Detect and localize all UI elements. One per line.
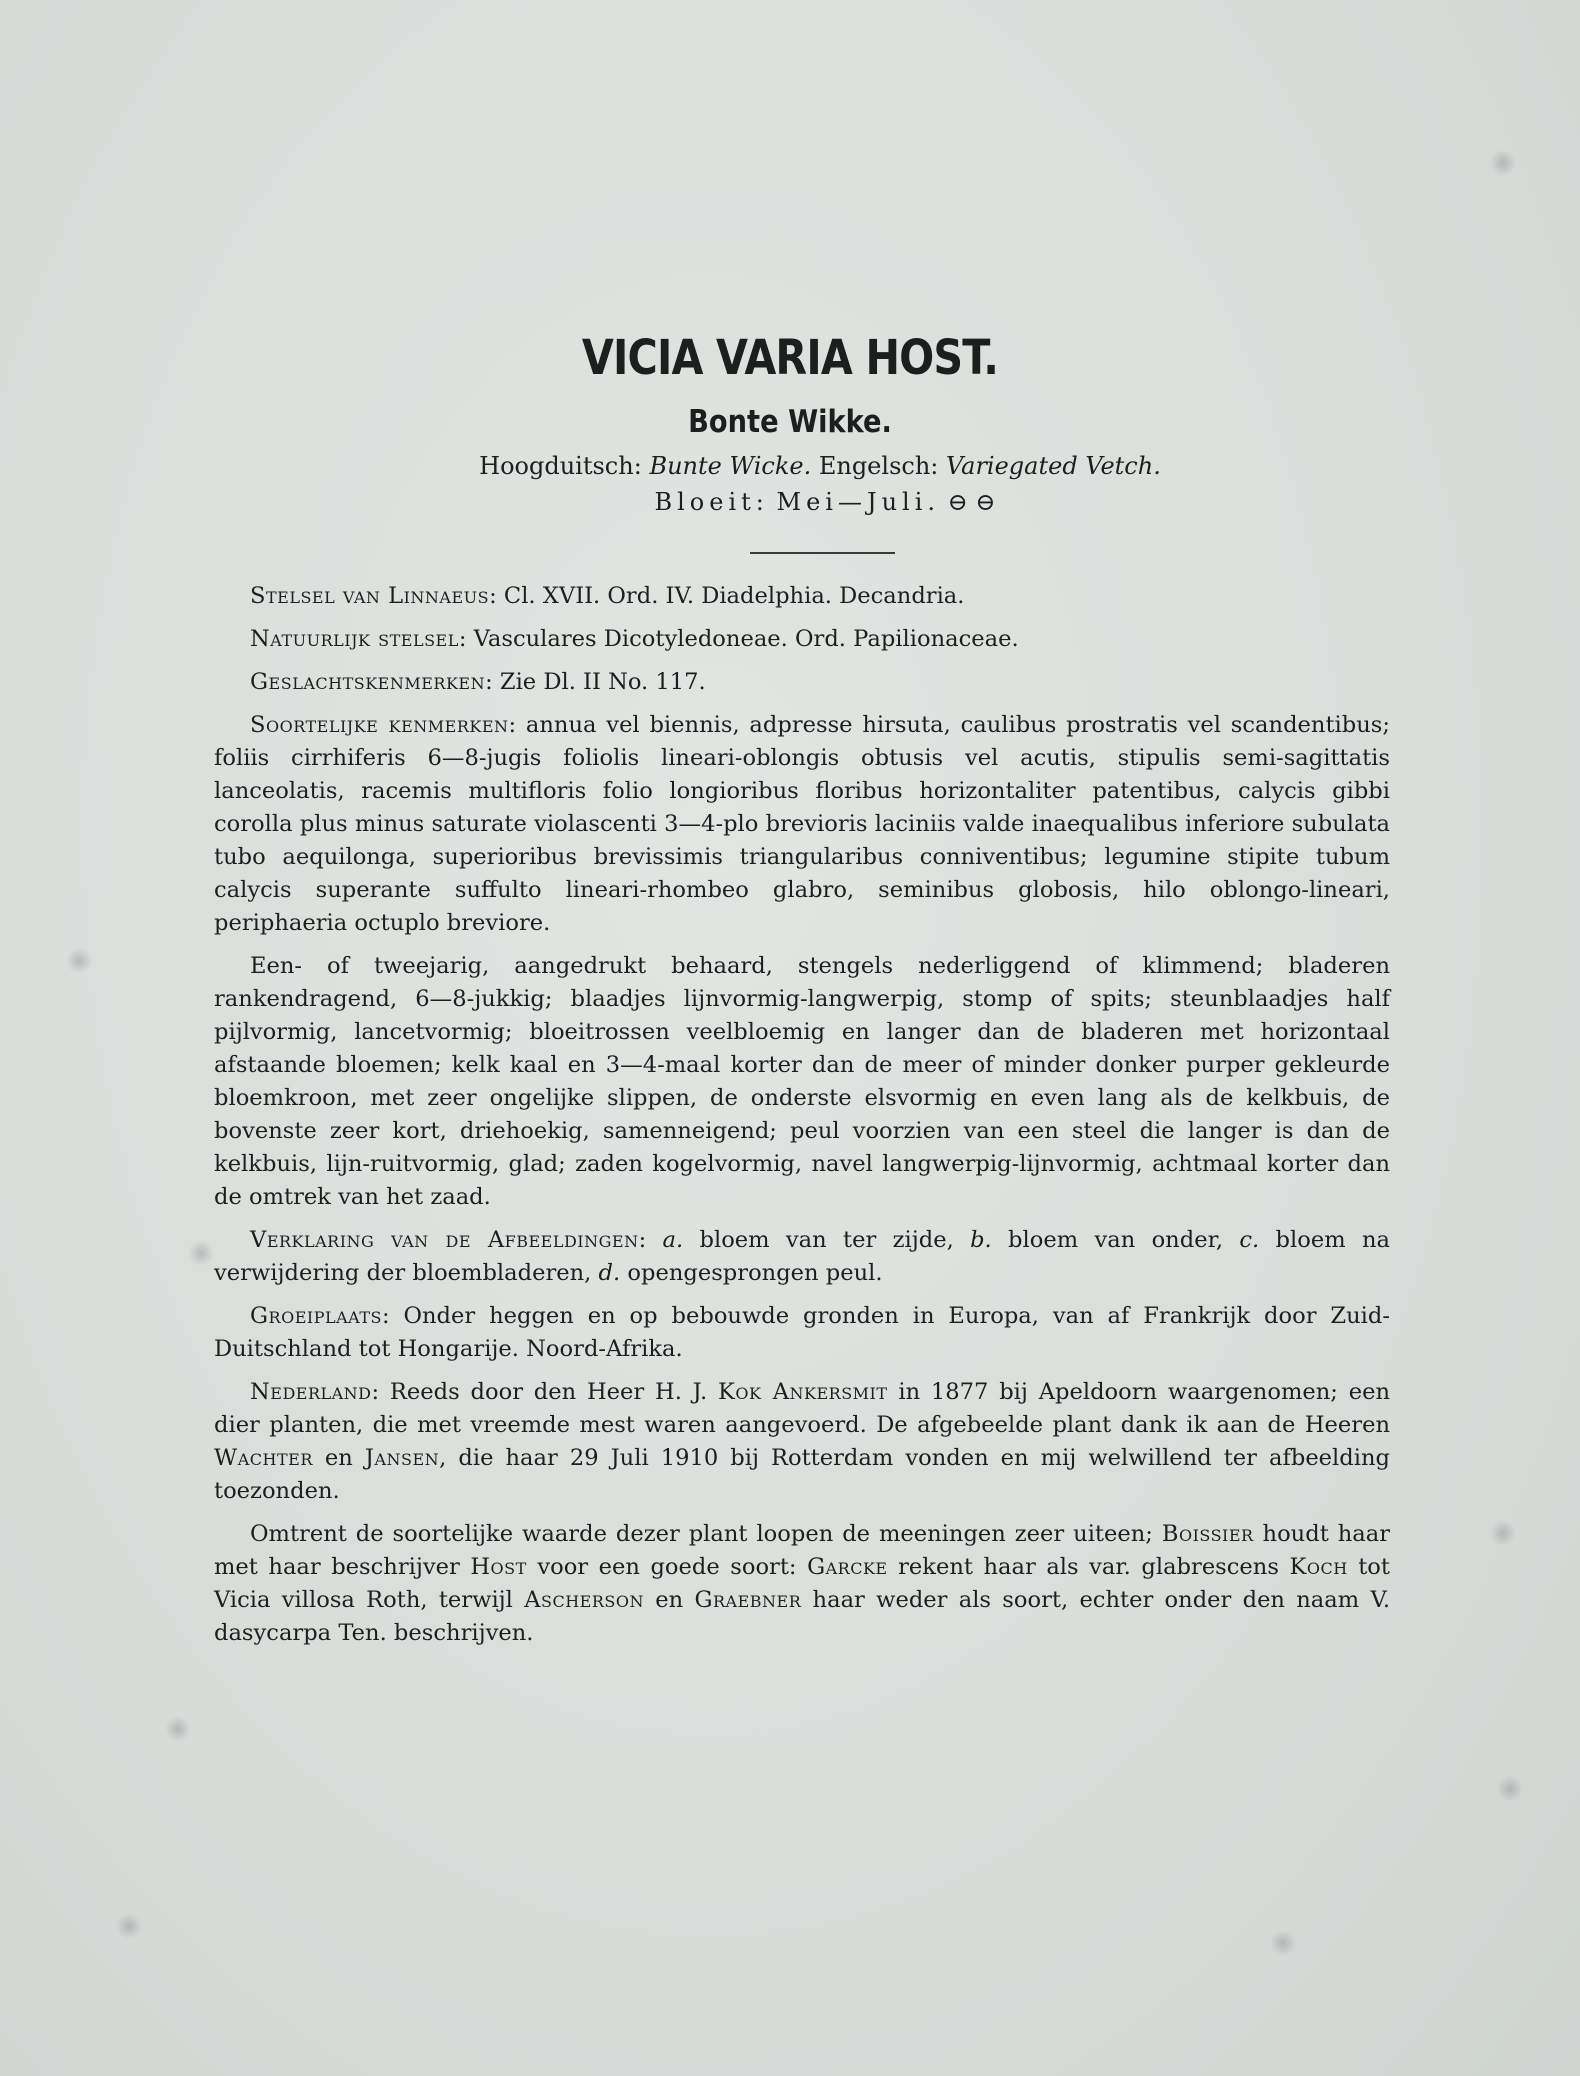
nederland-paragraph [214, 1376, 1390, 1508]
section-text: : Onder heggen en op bebouwde gronden in Europa, van af Frankrijk door Zuid-Duitschland tot Hongarije. Noord-Afrika. [214, 1303, 1390, 1362]
paper-spot [1490, 150, 1516, 176]
main-text [214, 580, 1390, 1660]
paper-spot [1497, 1776, 1523, 1802]
text-run: houdt haar met haar beschrijver [214, 1521, 1391, 1580]
section-text: : Vasculares Dicotyledoneae. Ord. Papilionaceae. [458, 626, 1019, 652]
paper-spot [165, 1716, 191, 1742]
groeiplaats-paragraph [214, 1300, 1390, 1366]
bloei-label: Bloeit: [654, 488, 769, 516]
section-label: Nederland [250, 1379, 372, 1405]
bloei-value: Mei—Juli. [776, 488, 941, 516]
figure-caption: bloem van ter zijde, [683, 1227, 971, 1253]
section-label: Groeiplaats [250, 1303, 382, 1329]
verklaring-paragraph [214, 1224, 1390, 1290]
figure-caption: bloem van onder, [991, 1227, 1240, 1253]
beschrijving-paragraph: Een- of tweejarig, aangedrukt behaard, stengels nederliggend of klimmend; bladeren rankendragend, 6—8-jukkig; blaadjes lijnvormig-langwerpig, stomp of spits; steunblaadjes half pijlvormig, lancetvormig; bloeitrossen veelbloemig en langer dan de bladeren met horizontaal afstaande bloemen; kelk kaal en 3—4-maal korter dan de meer of minder donker purper gekleurde bloemkroon, met zeer ongelijke slippen, de onderste elsvormig en even lang als de kelkbuis, de bovenste zeer kort, driehoekig, samenneigend; peul voorzien van een steel die langer is dan de kelkbuis, lijn-ruitvormig, glad; zaden kogelvormig, navel langwerpig-lijnvormig, achtmaal korter dan de omtrek van het zaad. [214, 953, 1390, 1210]
person-name: Koch [1289, 1554, 1348, 1580]
german-name: Bunte Wicke. [649, 452, 812, 480]
soort-paragraph [214, 709, 1390, 940]
page-title: VICIA VARIA HOST. [581, 330, 999, 386]
section-label: Stelsel van Linnaeus [250, 583, 490, 609]
geslacht-paragraph [214, 666, 1390, 699]
text-run: , die haar 29 Juli 1910 bij Rotterdam vonden en mij welwillend ter afbeelding toezonden. [214, 1445, 1390, 1504]
linnaeus-paragraph [214, 580, 1390, 613]
figure-letter: c. [1239, 1227, 1260, 1253]
text-run: : Reeds door den Heer H. J. [371, 1379, 718, 1405]
section-label: Verklaring van de Afbeeldingen [250, 1227, 639, 1253]
section-text: : annua vel biennis, adpresse hirsuta, caulibus prostratis vel scandentibus; foliis cirrhiferis 6—8-jugis foliolis lineari-oblongis obtusis vel acutis, stipulis semi-sagittatis lanceolatis, racemis multifloris folio longioribus floribus horizontaliter patentibus, calycis gibbi corolla plus minus saturate violascenti 3—4-plo brevioris laciniis valde inaequalibus inferiore subulata tubo aequilonga, superioribus brevissimis triangularibus conniventibus; legumine stipite tubum calycis superante suffulto lineari-rhombeo glabro, seminibus globosis, hilo oblongo-lineari, periphaeria octuplo breviore. [214, 712, 1390, 936]
text-run: en [312, 1445, 365, 1471]
person-name: Kok Ankersmit [717, 1379, 888, 1405]
section-label: Geslachtskenmerken [250, 669, 486, 695]
natuurlijk-paragraph [214, 623, 1390, 656]
english-label: Engelsch: [818, 452, 939, 480]
person-name: Garcke [807, 1554, 888, 1580]
divider-rule [750, 552, 895, 554]
person-name: Ascherson [524, 1587, 644, 1613]
section-label: Soortelijke kenmerken [250, 712, 509, 738]
omtrent-paragraph [214, 1518, 1390, 1650]
section-text: : Zie Dl. II No. 117. [485, 669, 706, 695]
text-run: Omtrent de soortelijke waarde dezer plant loopen de meeningen zeer uiteen; [250, 1521, 1162, 1547]
text-run: in 1877 bij Apeldoorn waargenomen; een dier planten, die met vreemde mest waren aangevoerd. De afgebeelde plant dank ik aan de Heeren [214, 1379, 1390, 1438]
text-run: tot Vicia villosa Roth, terwijl [214, 1554, 1390, 1613]
figure-letter: d. [598, 1260, 621, 1286]
paper-spot [1270, 1930, 1296, 1956]
separator: : [638, 1227, 663, 1253]
person-name: Boissier [1161, 1521, 1254, 1547]
section-text: : Cl. XVII. Ord. IV. Diadelphia. Decandria. [489, 583, 965, 609]
english-name: Variegated Vetch. [946, 452, 1161, 480]
figure-letter: b. [970, 1227, 992, 1253]
person-name: Host [470, 1554, 527, 1580]
paper-spot [188, 1240, 214, 1266]
figure-caption: opengesprongen peul. [620, 1260, 883, 1286]
flowering-line [0, 488, 1580, 516]
person-name: Jansen [364, 1445, 440, 1471]
text-run: rekent haar als var. glabrescens [887, 1554, 1290, 1580]
page-subtitle: Bonte Wikke. [688, 404, 892, 440]
person-name: Wachter [214, 1445, 313, 1471]
vernacular-names [0, 452, 1580, 480]
paper-spot [66, 948, 92, 974]
annual-symbols: ⊖ ⊖ [947, 488, 996, 516]
text-run: en [643, 1587, 695, 1613]
paper-spot [116, 1913, 142, 1939]
paper-spot [1490, 1520, 1516, 1546]
figure-letter: a. [662, 1227, 684, 1253]
text-run: voor een goede soort: [526, 1554, 808, 1580]
person-name: Graebner [694, 1587, 802, 1613]
text-run: haar weder als soort, echter onder den naam V. dasycarpa Ten. beschrijven. [214, 1587, 1390, 1646]
section-label: Natuurlijk stelsel [250, 626, 459, 652]
german-label: Hoogduitsch: [479, 452, 642, 480]
figure-caption: bloem na verwijdering der bloembladeren, [214, 1227, 1390, 1286]
